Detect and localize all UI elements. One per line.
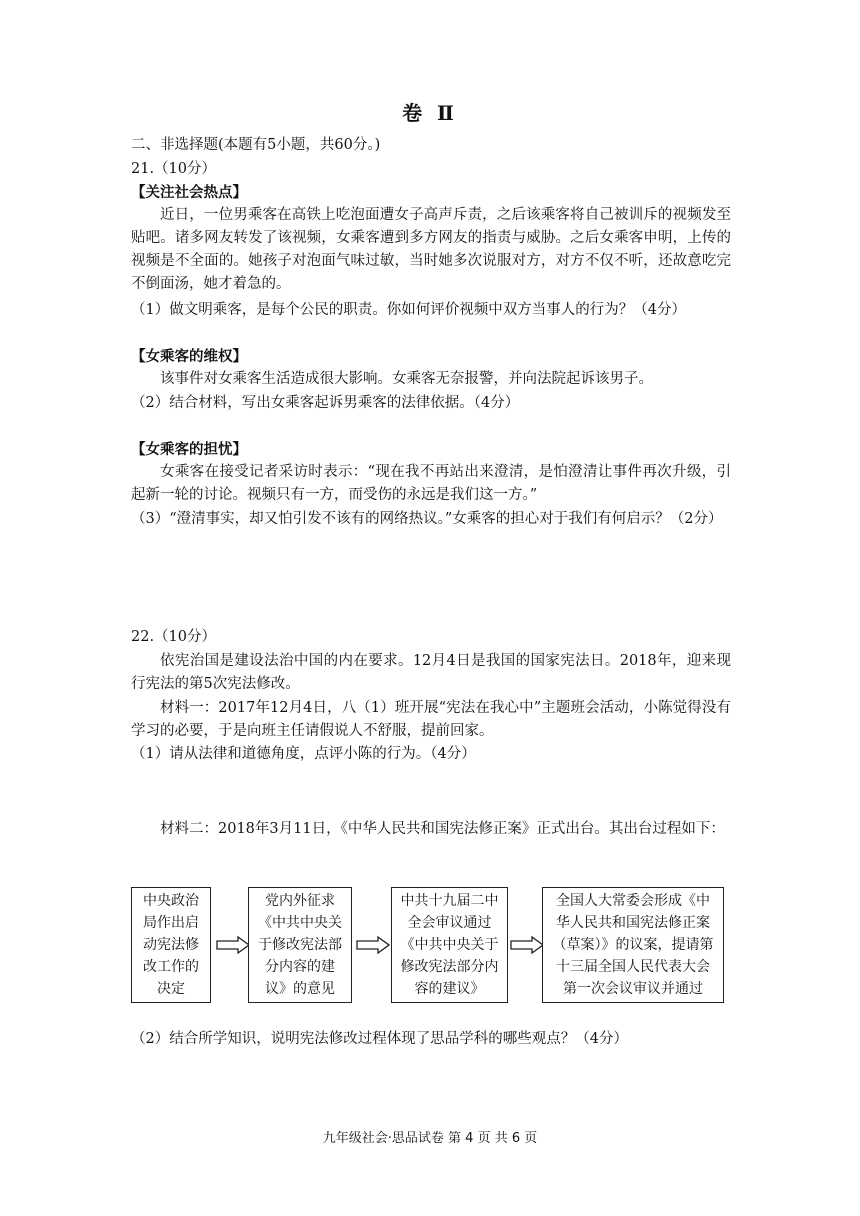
flow-step-2-text: 党内外征求《中共中央关于修改宪法部分内容的建议》的意见 bbox=[258, 893, 342, 997]
flow-step-4-text: 全国人大常委会形成《中华人民共和国宪法修正案（草案）》的议案，提请第十三届全国人民代表大会第一次会议审议并通过 bbox=[552, 893, 714, 997]
q22-number: 22.（10分） bbox=[131, 629, 217, 645]
q21-number: 21.（10分） bbox=[131, 161, 217, 177]
flow-step-2 bbox=[248, 887, 352, 1003]
q21-material-2: 该事件对女乘客生活造成很大影响。女乘客无奈报警，并向法院起诉该男子。 bbox=[160, 371, 653, 387]
flow-step-1 bbox=[131, 887, 211, 1003]
q21-material-3: 女乘客在接受记者采访时表示：“现在我不再站出来澄清，是怕澄清让事件再次升级，引起新一轮的讨论。视频只有一方，而受伤的永远是我们这一方。” bbox=[131, 464, 731, 503]
flow-arrow-3-icon bbox=[510, 936, 544, 954]
flow-arrow-1-icon bbox=[216, 936, 250, 954]
q21-heading-worry: 【女乘客的担忧】 bbox=[131, 441, 247, 458]
q21-heading-hot-topic: 【关注社会热点】 bbox=[131, 184, 247, 201]
flow-step-3-text: 中共十九届二中全会审议通过《中共中央关于修改宪法部分内容的建议》 bbox=[400, 893, 499, 997]
q22-question-1: （1）请从法律和道德角度，点评小陈的行为。（4分） bbox=[131, 746, 476, 762]
q22-intro: 依宪治国是建设法治中国的内在要求。12月4日是我国的国家宪法日。2018年，迎来现行宪法的第5次宪法修改。 bbox=[131, 653, 731, 692]
q21-question-3: （3）“澄清事实，却又怕引发不该有的网络热议。”女乘客的担心对于我们有何启示？（2分） bbox=[131, 511, 723, 527]
flow-step-3 bbox=[391, 887, 508, 1003]
page-footer: 九年级社会·思品试卷 第 4 页 共 6 页 bbox=[322, 1131, 538, 1146]
q21-material-1: 近日，一位男乘客在高铁上吃泡面遭女子高声斥责，之后该乘客将自己被训斥的视频发至贴吧。诸多网友转发了该视频，女乘客遭到多方网友的指责与威胁。之后女乘客申明，上传的视频是不全面的。她孩子对泡面气味过敏，当时她多次说服对方，对方不仅不听，还故意吃完不倒面汤，她才着急的。 bbox=[131, 207, 731, 292]
q22-material-1: 材料一：2017年12月4日，八（1）班开展“宪法在我心中”主题班会活动，小陈觉得没有学习的必要，于是向班主任请假说人不舒服，提前回家。 bbox=[131, 700, 731, 739]
flow-arrow-2-icon bbox=[356, 936, 390, 954]
q21-question-2: （2）结合材料，写出女乘客起诉男乘客的法律依据。（4分） bbox=[131, 395, 520, 411]
q21-heading-rights: 【女乘客的维权】 bbox=[131, 348, 247, 365]
flow-step-4 bbox=[542, 887, 724, 1003]
section-header: 二、非选择题(本题有5小题，共60分。) bbox=[131, 137, 381, 153]
q21-question-1: （1）做文明乘客，是每个公民的职责。你如何评价视频中双方当事人的行为？（4分） bbox=[131, 302, 686, 318]
flow-step-1-text: 中央政治局作出启动宪法修改工作的决定 bbox=[143, 893, 199, 997]
q22-material-2: 材料二：2018年3月11日，《中华人民共和国宪法修正案》正式出台。其出台过程如下： bbox=[160, 821, 725, 837]
page-title: 卷 Ⅱ bbox=[402, 101, 458, 125]
q22-question-2: （2）结合所学知识，说明宪法修改过程体现了思品学科的哪些观点？（4分） bbox=[131, 1031, 628, 1047]
